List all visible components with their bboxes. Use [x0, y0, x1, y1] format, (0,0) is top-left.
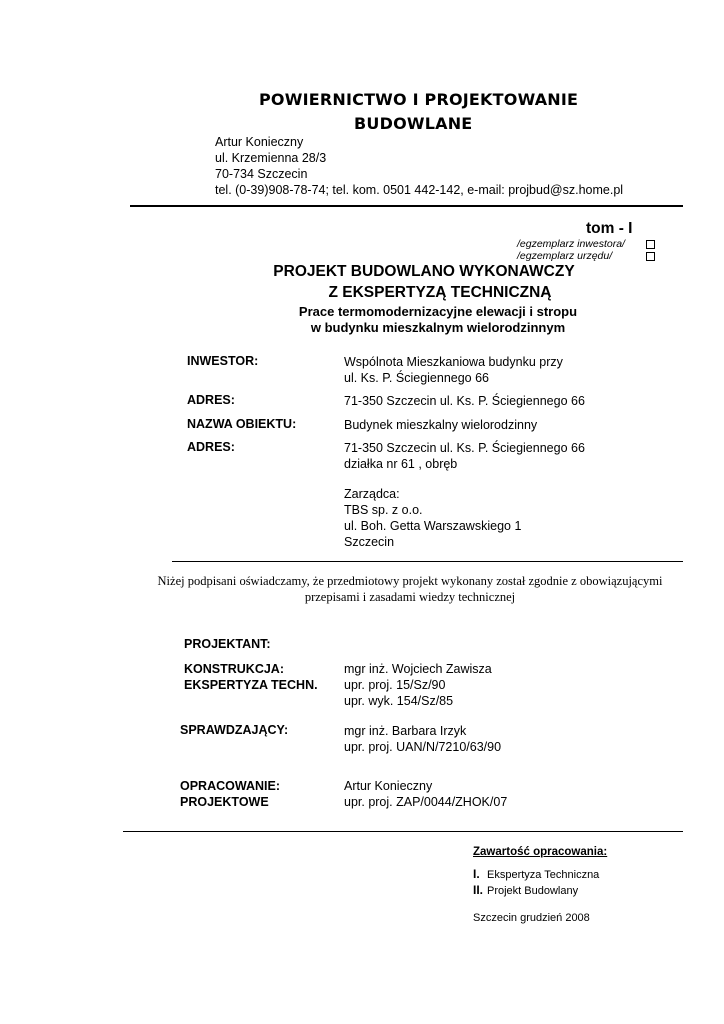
manager-line: ul. Boh. Getta Warszawskiego 1 — [344, 519, 522, 533]
investor-line: ul. Ks. P. Ściegiennego 66 — [344, 371, 490, 385]
investor-label: INWESTOR: — [187, 354, 259, 368]
construction-label-line: EKSPERTYZA TECHN. — [184, 678, 318, 692]
copy-office-label: /egzemplarz urzędu/ — [517, 250, 613, 262]
address-line: Artur Konieczny — [215, 135, 304, 149]
prep-line: upr. proj. ZAP/0044/ZHOK/07 — [344, 795, 508, 809]
object-label: NAZWA OBIEKTU: — [187, 417, 297, 431]
construction-line: mgr inż. Wojciech Zawisza — [344, 662, 492, 676]
checker-value — [344, 723, 501, 755]
copy-investor-checkbox[interactable] — [646, 240, 655, 249]
manager-line: Szczecin — [344, 535, 395, 549]
contents-list — [473, 867, 599, 899]
checker-line: upr. proj. UAN/N/7210/63/90 — [344, 740, 502, 754]
contents-item-number: I. — [473, 867, 480, 881]
prep-label-line: PROJEKTOWE — [180, 795, 269, 809]
checker-label: SPRAWDZAJĄCY: — [180, 723, 289, 737]
construction-label — [184, 661, 318, 693]
address2-label: ADRES: — [187, 440, 235, 454]
contents-item-text: Projekt Budowlany — [487, 885, 579, 897]
firm-address — [215, 134, 623, 198]
address2-value — [344, 440, 585, 472]
info-divider — [172, 561, 683, 562]
address2-line: 71-350 Szczecin ul. Ks. P. Ściegiennego 66 — [344, 441, 585, 455]
address-line: tel. (0-39)908-78-74; tel. kom. 0501 442-142, e-mail: projbud@sz.home.pl — [215, 183, 624, 197]
designer-label: PROJEKTANT: — [184, 637, 271, 651]
address-line: ul. Krzemienna 28/3 — [215, 151, 327, 165]
contents-item — [473, 867, 599, 883]
address2-line: działka nr 61 , obręb — [344, 457, 458, 471]
manager-line: TBS sp. z o.o. — [344, 503, 423, 517]
contents-item-text: Ekspertyza Techniczna — [487, 869, 600, 881]
prep-label — [180, 778, 280, 810]
construction-line: upr. proj. 15/Sz/90 — [344, 678, 446, 692]
people-divider — [123, 831, 683, 832]
prep-value — [344, 778, 507, 810]
object-value: Budynek mieszkalny wielorodzinny — [344, 418, 538, 432]
volume-label: tom - I — [586, 220, 633, 237]
construction-value — [344, 661, 492, 709]
address1-value: 71-350 Szczecin ul. Ks. P. Ściegiennego 66 — [344, 394, 585, 408]
header-divider — [130, 205, 683, 207]
copy-office-checkbox[interactable] — [646, 252, 655, 261]
construction-label-line: KONSTRUKCJA: — [184, 662, 284, 676]
contents-title: Zawartość opracowania: — [473, 846, 608, 858]
construction-line: upr. wyk. 154/Sz/85 — [344, 694, 454, 708]
project-title-line1: PROJEKT BUDOWLANO WYKONAWCZY — [273, 263, 575, 280]
copy-investor-label: /egzemplarz inwestora/ — [517, 238, 625, 250]
declaration-text: Niżej podpisani oświadczamy, że przedmiotowy projekt wykonany został zgodnie z obowiązującymi przepisami i zasadami wiedzy technicznej — [157, 574, 663, 604]
firm-name-line1: POWIERNICTWO I PROJEKTOWANIE — [259, 90, 579, 109]
prep-line: Artur Konieczny — [344, 779, 433, 793]
contents-item-number: II. — [473, 883, 484, 897]
project-subtitle-line2: w budynku mieszkalnym wielorodzinnym — [310, 320, 566, 335]
investor-line: Wspólnota Mieszkaniowa budynku przy — [344, 355, 563, 369]
checker-line: mgr inż. Barbara Irzyk — [344, 724, 467, 738]
contents-item — [473, 883, 599, 899]
manager-block — [344, 486, 521, 550]
firm-name-line2: BUDOWLANE — [354, 114, 473, 133]
place-date: Szczecin grudzień 2008 — [473, 912, 590, 924]
manager-line: Zarządca: — [344, 487, 400, 501]
address-line: 70-734 Szczecin — [215, 167, 308, 181]
investor-value — [344, 354, 563, 386]
project-subtitle-line1: Prace termomodernizacyjne elewacji i stropu — [298, 304, 578, 319]
project-title-line2: Z EKSPERTYZĄ TECHNICZNĄ — [328, 284, 552, 301]
prep-label-line: OPRACOWANIE: — [180, 779, 280, 793]
address1-label: ADRES: — [187, 393, 235, 407]
